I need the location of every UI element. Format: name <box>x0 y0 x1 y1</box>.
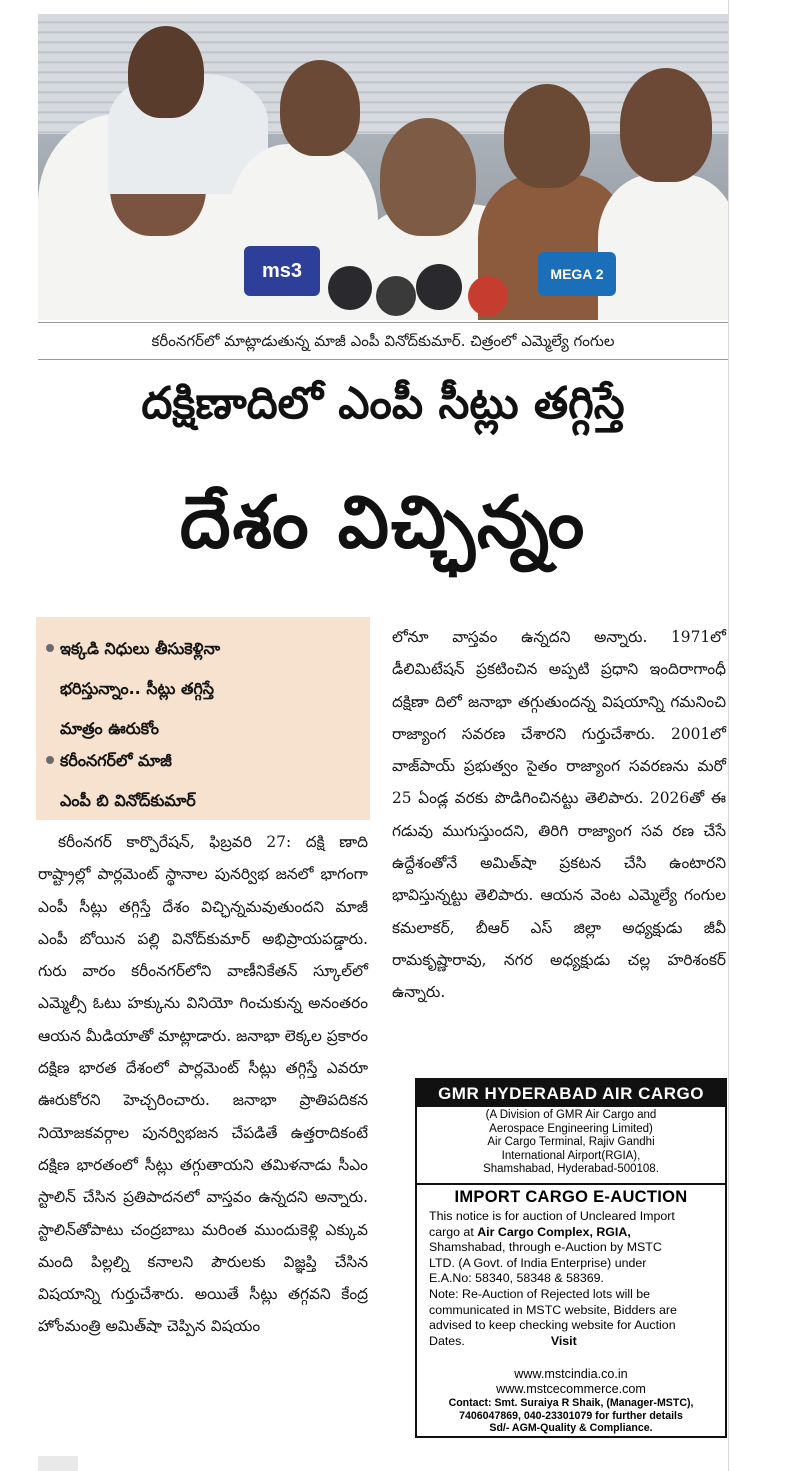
ad-subtitle <box>417 1109 725 1177</box>
headline-line-2: దేశం విచ్ఛిన్నం <box>179 480 587 564</box>
ad-contact <box>417 1397 725 1435</box>
highlight-line: ఇక్కడి నిధులు తీసుకెళ్లినా <box>60 639 221 658</box>
highlight-line: ఎంపీ బి వినోద్‌కుమార్‌ <box>60 791 196 810</box>
ad-body-line: advised to keep checking website for Auction <box>429 1318 676 1333</box>
ad-body-line: This notice is for auction of Uncleared Import <box>429 1209 675 1223</box>
ad-body-text: cargo at <box>429 1224 474 1239</box>
ad-link-mstcindia[interactable]: www.mstcindia.co.in <box>514 1367 628 1381</box>
headline-line-1: దక్షిణాదిలో ఎంపీ సీట్లు తగ్గిస్తే <box>141 378 625 429</box>
ad-title: GMR HYDERABAD AIR CARGO <box>417 1080 725 1107</box>
ad-sub-line: Shamshabad, Hyderabad-500108. <box>483 1163 659 1175</box>
article-paragraph: లోనూ వాస్తవం ఉన్నదని అన్నారు. 1971లో డీలిమిటేషన్ ప్రకటించిన అప్పటి ప్రధాని ఇందిరాగాంధీ దక్షిణా దిలో జనాభా తగ్గుతుందన్న విషయాన్ని గమనించి రాజ్యాంగ సవరణ చేశారని గుర్తుచేశారు. 2001లో వాజ్‌పాయ్ ప్రభుత్వం సైతం రాజ్యాంగ సవరణను మరో 25 ఏండ్ల వరకు పొడిగించినట్టు తెలిపారు. 2026తో ఈ గడువు ముగుస్తుందని, తిరిగి రాజ్యాంగ సవ రణ చేసే ఉద్దేశంతోనే అమిత్‌షా ప్రకటన చేసి ఉంటారని భావిస్తున్నట్టు తెలిపారు. ఆయన వెంట ఎమ్మెల్యే గంగుల కమలాకర్, బీఆర్ ఎస్ జిల్లా అధ్యక్షుడు జీవీ రామకృష్ణారావు, నగర అధ్యక్షుడు చల్ల హరిశంకర్ ఉన్నారు. <box>392 628 726 1002</box>
ad-contact-line: 7406047869, 040-23301079 for further details <box>459 1409 683 1422</box>
ad-contact-line: Sd/- AGM-Quality & Compliance. <box>489 1422 653 1434</box>
highlight-line: మాత్రం ఊరుకోం <box>60 719 159 738</box>
highlight-line: కరీంనగర్‌లో మాజీ <box>60 751 172 770</box>
ad-body-line: E.A.No: 58340, 58348 & 58369. <box>429 1271 604 1286</box>
mic-flag-mega2: MEGA 2 <box>538 252 616 296</box>
ad-body-line: LTD. (A Govt. of India Enterprise) under <box>429 1255 647 1270</box>
ad-link-mstcecommerce[interactable]: www.mstcecommerce.com <box>496 1382 646 1396</box>
highlight-point-1 <box>60 629 360 749</box>
microphone <box>468 276 508 316</box>
ad-sub-line: (A Division of GMR Air Cargo and <box>485 1109 657 1121</box>
ad-body-line <box>429 1225 717 1241</box>
article-paragraph: కరీంనగర్ కార్పొరేషన్, ఫిబ్రవరి 27: దక్షి ణాది రాష్ట్రాల్లో పార్లమెంట్ స్థానాల పునర్విభ జనలో భాగంగా ఎంపీ సీట్లు తగ్గిస్తే దేశం విచ్ఛిన్నమవుతుందని మాజీ ఎంపీ బోయిన పల్లి వినోద్‌కుమార్ అభిప్రాయపడ్డారు. గురు వారం కరీంనగర్‌లోని వాణీనికేతన్ స్కూల్‌లో ఎమ్మెల్సీ ఓటు హక్కును వినియో గించుకున్న అనంతరం ఆయన మీడియాతో మాట్లాడారు. జనాభా లెక్కల ప్రకారం దక్షిణ భారత దేశంలో పార్లమెంట్ సీట్లు తగ్గిస్తే ఎవరూ ఊరుకోరని హెచ్చరించారు. జనాభా ప్రాతిపదికన నియోజకవర్గాల పునర్విభజన చేపడితే ఉత్తరాదికంటే దక్షిణ భారతంలో సీట్లు తగ్గుతాయని తమిళనాడు సీఎం స్టాలిన్ చేసిన ప్రతిపాదనలో వాస్తవం ఉన్నదని అన్నారు. స్టాలిన్‌తోపాటు చంద్రబాబు మరింత ముందుకెళ్లి ఎక్కువ మంది పిల్లల్ని కనాలని పౌరులకు విజ్ఞప్తి చేసిన విషయాన్ని గుర్తుచేశారు. అయితే సీట్లు తగ్గవని కేంద్ర హోంమంత్రి అమిత్‌షా చెప్పిన విషయం <box>38 833 368 1336</box>
person-shirt <box>598 174 728 320</box>
ad-links <box>417 1367 725 1397</box>
bullet-icon <box>46 756 54 764</box>
ad-body-line: communicated in MSTC website, Bidders are <box>429 1302 677 1317</box>
news-photo <box>38 14 728 320</box>
microphone <box>328 266 372 310</box>
person-head <box>504 84 590 188</box>
ad-body-bold: Air Cargo Complex, RGIA, <box>477 1224 631 1239</box>
highlights-box <box>36 617 370 820</box>
person-head <box>128 26 204 118</box>
ad-heading: IMPORT CARGO E-AUCTION <box>454 1188 688 1206</box>
ad-contact-line: Contact: Smt. Suraiya R Shaik, (Manager-MSTC), <box>448 1397 694 1409</box>
page-footer-mark <box>38 1456 78 1471</box>
bullet-icon <box>46 644 54 652</box>
page-edge-line <box>728 0 729 1471</box>
highlight-line: భరిస్తున్నాం.. సీట్లు తగ్గిస్తే <box>60 679 215 698</box>
article-column-right <box>392 621 726 1009</box>
ad-body-line: Shamshabad, through e-Auction by MSTC <box>429 1240 662 1255</box>
person-head <box>280 60 360 156</box>
ad-divider <box>417 1183 725 1185</box>
microphone <box>376 276 416 316</box>
ad-visit-label: Visit <box>550 1333 577 1348</box>
person-head <box>620 68 712 182</box>
ad-sub-line: Air Cargo Terminal, Rajiv Gandhi <box>487 1136 655 1148</box>
highlight-point-2 <box>60 741 360 821</box>
article-column-left <box>38 826 368 1343</box>
ad-sub-line: International Airport(RGIA), <box>501 1149 641 1162</box>
photo-caption: కరీంనగర్‌లో మాట్లాడుతున్న మాజీ ఎంపీ వినోద్‌కుమార్‌. చిత్రంలో ఎమ్మెల్యే గంగుల <box>38 322 728 360</box>
ad-body-line: Note: Re-Auction of Rejected lots will be <box>429 1286 651 1301</box>
ad-body-text: Dates. <box>429 1333 465 1348</box>
cargo-auction-ad <box>415 1078 727 1438</box>
mic-flag-ms3: ms3 <box>244 246 320 296</box>
person-head <box>380 118 476 236</box>
ad-body <box>429 1209 717 1349</box>
microphone <box>416 264 462 310</box>
ad-sub-line: Aerospace Engineering Limited) <box>489 1122 653 1135</box>
ad-body-line <box>429 1334 717 1350</box>
